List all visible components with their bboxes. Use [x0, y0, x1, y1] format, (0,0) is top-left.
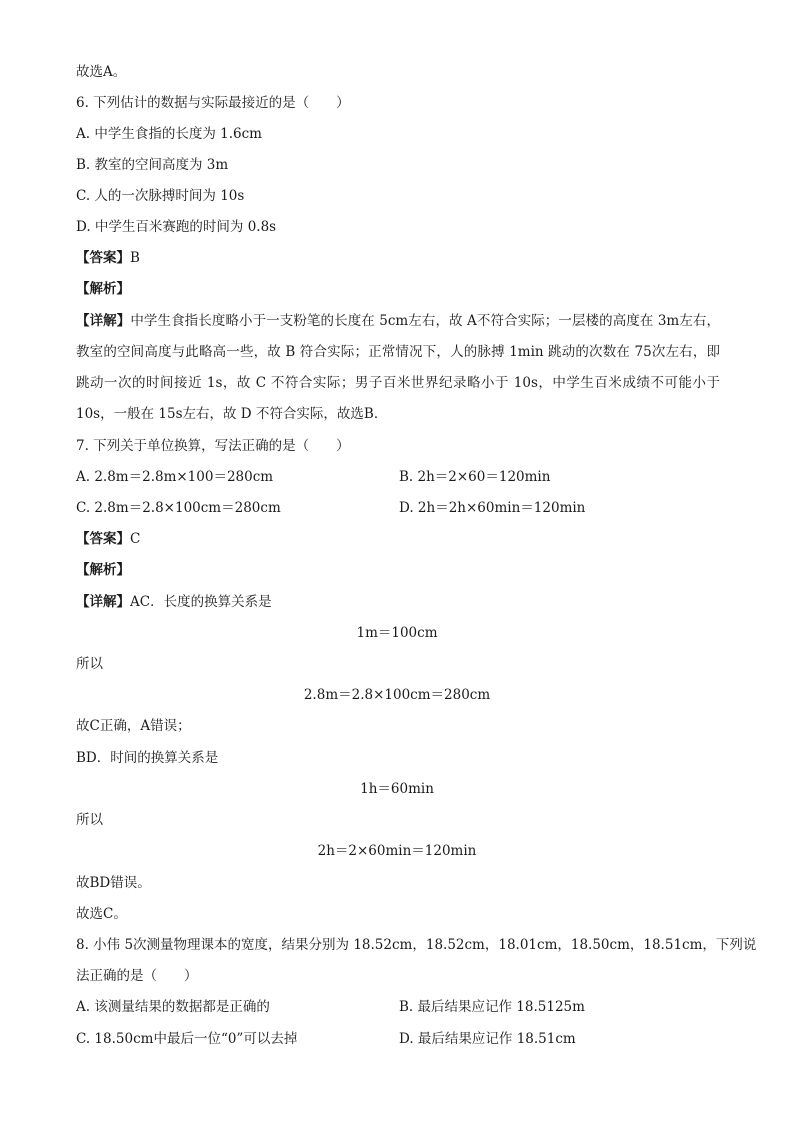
analysis-7-heading: 【解析】 [76, 562, 130, 578]
answer-7 [76, 529, 140, 549]
question-7-option-b: B. 2h＝2×60＝120min [399, 469, 551, 485]
question-6-option-d: D. 中学生百米赛跑的时间为 0.8s [76, 219, 277, 235]
question-7-option-c: C. 2.8m＝2.8×100cm＝280cm [76, 500, 281, 516]
question-7-option-d: D. 2h＝2h×60min＝120min [399, 500, 586, 516]
answer-tag: 【答案】 [76, 250, 130, 266]
detail-tag: 【详解】 [76, 594, 130, 610]
detail-6-paragraph [76, 306, 720, 430]
question-8-stem-line2: 法正确的是（ ） [76, 968, 198, 984]
equation-time: 1h＝60min [360, 781, 434, 797]
text-line: 故BD错误。 [76, 875, 151, 891]
text-line: 故C正确，A错误； [76, 718, 191, 734]
question-6-stem: 6. 下列估计的数据与实际最接近的是（ ） [76, 95, 350, 111]
answer-tag: 【答案】 [76, 531, 130, 547]
question-7-option-a: A. 2.8m＝2.8m×100＝280cm [76, 469, 274, 485]
question-6-option-b: B. 教室的空间高度为 3m [76, 157, 229, 173]
question-8-option-c: C. 18.50cm中最后一位“0”可以去掉 [76, 1031, 298, 1047]
detail-tag: 【详解】 [76, 313, 131, 329]
text-line: 故选C。 [76, 906, 127, 922]
question-8-option-d: D. 最后结果应记作 18.51cm [399, 1031, 576, 1047]
equation-time-conversion: 2h＝2×60min＝120min [317, 843, 477, 859]
answer-value: B [130, 250, 140, 266]
equation-length-conversion: 2.8m＝2.8×100cm＝280cm [303, 687, 491, 703]
question-8-option-a: A. 该测量结果的数据都是正确的 [76, 999, 270, 1015]
question-8-option-b: B. 最后结果应记作 18.5125m [399, 999, 585, 1015]
equation-length: 1m＝100cm [356, 625, 438, 641]
detail-7-line [76, 592, 272, 612]
question-8-stem-line1: 8. 小伟 5次测量物理课本的宽度，结果分别为 18.52cm，18.52cm，18.01cm，18.50cm，18.51cm，下列说 [76, 937, 757, 953]
text-line: 所以 [76, 812, 103, 828]
answer-value: C [130, 531, 141, 547]
question-7-stem: 7. 下列关于单位换算，写法正确的是（ ） [76, 438, 350, 454]
detail-text: AC．长度的换算关系是 [130, 594, 272, 610]
text-line: BD．时间的换算关系是 [76, 750, 219, 766]
text-line: 所以 [76, 656, 103, 672]
question-6-option-c: C. 人的一次脉搏时间为 10s [76, 188, 245, 204]
question-6-option-a: A. 中学生食指的长度为 1.6cm [76, 126, 262, 142]
detail-text: 中学生食指长度略小于一支粉笔的长度在 5cm左右，故 A不符合实际；一层楼的高度在 3m左右，教室的空间高度与此略高一些，故 B 符合实际；正常情况下，人的脉搏 1min 跳动的次数在 75次左右，即跳动一次的时间接近 1s，故 C 不符合实际；男子百米世界纪录略小于 10s，中学生百米成绩不可能小于 10s，一般在 15s左右，故 D 不符合实际，故选B． [76, 313, 720, 422]
analysis-6-heading: 【解析】 [76, 281, 130, 297]
text-line: 故选A。 [76, 64, 127, 80]
answer-6 [76, 248, 140, 268]
